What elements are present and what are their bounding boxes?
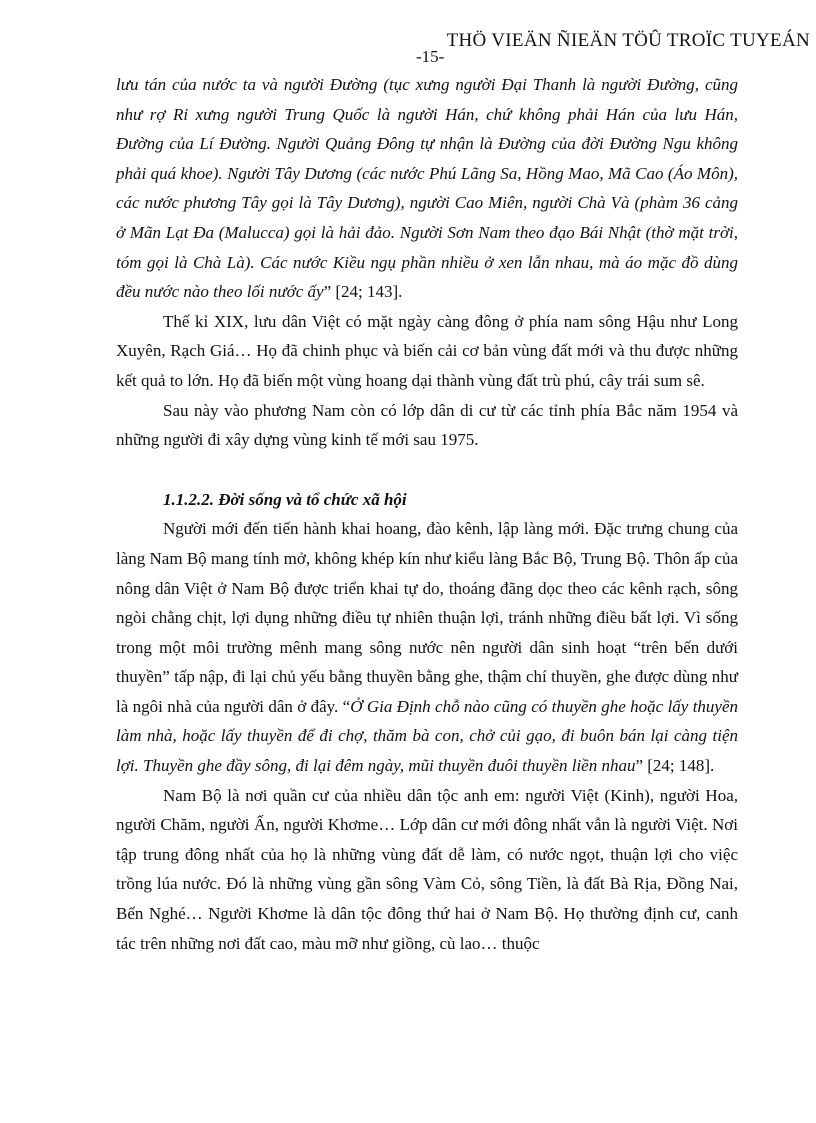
- gia-dinh-citation: ” [24; 148].: [635, 756, 715, 776]
- paragraph-ethnic-groups: Nam Bộ là nơi quần cư của nhiều dân tộc anh em: người Việt (Kinh), người Hoa, người Chăm, người Ấn, người Khơme… Lớp dân cư mới đông nhất vẫn là người Việt. Nơi tập trung đông nhất của họ là những vùng đất dễ làm, có nước ngọt, thuận lợi cho việc trồng lúa nước. Đó là những vùng gần sông Vàm Cỏ, sông Tiền, là đất Bà Rịa, Đồng Nai, Bến Nghé… Người Khơme là dân tộc đông thứ hai ở Nam Bộ. Họ thường định cư, canh tác trên những nơi đất cao, màu mỡ như giồng, cù lao… thuộc: [116, 785, 738, 953]
- social-life-text: Người mới đến tiến hành khai hoang, đào kênh, lập làng mới. Đặc trưng chung của làng Nam Bộ mang tính mở, không khép kín như kiểu làng Bắc Bộ, Trung Bộ. Thôn ấp của nông dân Việt ở Nam Bộ được triển khai tự do, thoáng đãng dọc theo các kênh rạch, sông ngòi chằng chịt, lợi dụng những điều tự nhiên thuận lợi, tránh những điều bất lợi. Vì sống trong một môi trường mênh mang sông nước nên người dân sinh hoạt “trên bến dưới thuyền” tấp nập, đi lại chủ yếu bằng thuyền bằng ghe, thậm chí thuyền, ghe được dùng như là ngôi nhà của người dân ở đây. “: [116, 519, 738, 716]
- quote-text: lưu tán của nước ta và người Đường (tục xưng người Đại Thanh là người Đường, cũng như rợ Ri xưng người Trung Quốc là người Hán, chứ không phải Hán của lưu Hán, Đường của Lí Đường. Người Quảng Đông tự nhận là Đường của đời Đường Ngu không phải quá khoe). Người Tây Dương (các nước Phú Lãng Sa, Hồng Mao, Mã Cao (Áo Môn), các nước phương Tây gọi là Tây Dương), người Cao Miên, người Chà Và (phàm 36 cảng ở Mãn Lạt Đa (Malucca) gọi là hải đảo. Người Sơn Nam theo đạo Bái Nhật (thờ mặt trời, tóm gọi là Chà Là). Các nước Kiều ngụ phần nhiều ở xen lẫn nhau, mà áo mặc đồ dùng đều nước nào theo lối nước ấy: [116, 75, 738, 302]
- page-number: -15-: [416, 47, 445, 66]
- quote-paragraph: [116, 70, 738, 307]
- gia-dinh-quote: Ở Gia Định chỗ nào cũng có thuyền ghe hoặc lấy thuyền làm nhà, hoặc lấy thuyền để đi chợ, thăm bà con, chở củi gạo, đi buôn bán lại càng tiện lợi. Thuyền ghe đầy sông, đi lại đêm ngày, mũi thuyền đuôi thuyền liền nhau: [116, 696, 739, 776]
- quote-citation: ” [24; 143].: [323, 282, 403, 302]
- paragraph-19th-century: Thế kỉ XIX, lưu dân Việt có mặt ngày càng đông ở phía nam sông Hậu như Long Xuyên, Rạch Giá… Họ đã chinh phục và biến cải cơ bản vùng đất mới và thu được những kết quả to lớn. Họ đã biến một vùng hoang dại thành vùng đất trù phú, cây trái sum sê.: [116, 311, 738, 390]
- paragraph-social-life: [116, 514, 738, 780]
- paragraph-migration: Sau này vào phương Nam còn có lớp dân di cư từ các tỉnh phía Bắc năm 1954 và những người đi xây dựng vùng kinh tế mới sau 1975.: [116, 400, 738, 450]
- header-title: THÖ VIEÄN ÑIEÄN TÖÛ TROÏC TUYEÁN: [446, 30, 810, 51]
- document-body: [116, 70, 738, 958]
- section-heading: 1.1.2.2. Đời sống và tổ chức xã hội: [163, 489, 407, 509]
- section-spacer: [116, 455, 738, 485]
